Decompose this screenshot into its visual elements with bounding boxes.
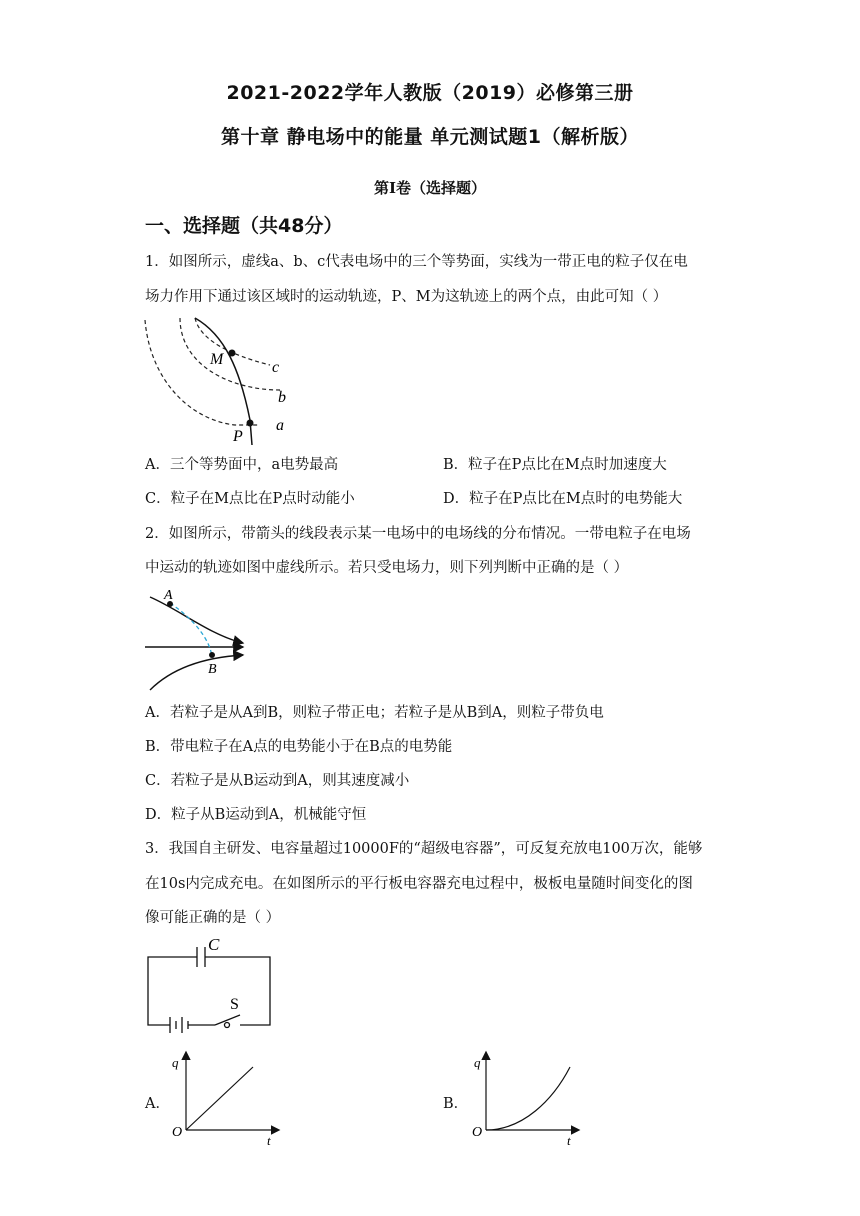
- q1-stem-line2: 场力作用下通过该区域时的运动轨迹，P、M为这轨迹上的两个点，由此可知（ ）: [145, 289, 668, 305]
- q3-option-b-label: B．: [443, 1096, 469, 1112]
- label-c: c: [272, 359, 280, 376]
- switch-contact: [225, 1023, 230, 1028]
- section-heading: 一、选择题（共48分）: [145, 215, 343, 237]
- label-capacitor: C: [208, 935, 220, 954]
- point-p-dot: [247, 420, 254, 427]
- volume-label: 第Ⅰ卷（选择题）: [373, 179, 487, 197]
- q2-stem-line2: 中运动的轨迹如图中虚线所示。若只受电场力，则下列判断中正确的是（ ）: [145, 560, 629, 576]
- field-line-top: [150, 597, 243, 643]
- q2-option-a: A．若粒子是从A到B，则粒子带正电；若粒子是从B到A，则粒子带负电: [145, 705, 604, 721]
- wire-left: [148, 957, 197, 1025]
- label-p: P: [233, 428, 243, 445]
- graph-a-origin: O: [172, 1125, 183, 1140]
- q2-option-c: C．若粒子是从B运动到A，则其速度减小: [145, 773, 410, 789]
- label-b-point: B: [208, 662, 217, 677]
- q2-option-b: B．带电粒子在A点的电势能小于在B点的电势能: [145, 739, 453, 755]
- graph-b-x-label: t: [567, 1133, 571, 1145]
- label-a-point: A: [164, 588, 173, 603]
- q3-stem-line1: 3．我国自主研发、电容量超过10000F的“超级电容器”，可反复充放电100万次，能够: [145, 841, 703, 857]
- q2-stem-line1: 2．如图所示，带箭头的线段表示某一电场中的电场线的分布情况。一带电粒子在电场: [145, 526, 691, 542]
- point-b-dot: [209, 652, 215, 658]
- q1-option-d: D．粒子在P点比在M点时的电势能大: [443, 491, 683, 507]
- q1-stem-line1: 1．如图所示，虚线a、b、c代表电场中的三个等势面，实线为一带正电的粒子仅在电: [145, 254, 688, 270]
- page-title-line2: 第十章 静电场中的能量 单元测试题1（解析版）: [221, 126, 639, 148]
- graph-a-line: [186, 1067, 253, 1130]
- q3-graph-a: [168, 1045, 288, 1145]
- particle-trajectory: [195, 318, 252, 445]
- q3-stem-line2: 在10s内完成充电。在如图所示的平行板电容器充电过程中，极板电量随时间变化的图: [145, 876, 693, 892]
- point-m-dot: [229, 350, 236, 357]
- equipotential-a: [145, 320, 260, 425]
- q1-option-a: A．三个等势面中，a电势最高: [145, 457, 339, 473]
- graph-a-y-label: q: [172, 1055, 179, 1070]
- page-title-line1: 2021-2022学年人教版（2019）必修第三册: [226, 82, 634, 104]
- graph-b-origin: O: [472, 1125, 483, 1140]
- q1-equipotential-figure: [140, 310, 310, 450]
- label-m: M: [210, 351, 224, 368]
- q2-option-d: D．粒子从B运动到A，机械能守恒: [145, 807, 367, 823]
- label-switch: S: [230, 996, 239, 1013]
- graph-b-curve: [486, 1067, 570, 1130]
- q1-option-b: B．粒子在P点比在M点时加速度大: [443, 457, 667, 473]
- graph-b-y-label: q: [474, 1055, 481, 1070]
- q3-stem-line3: 像可能正确的是（ ）: [145, 910, 281, 926]
- q1-option-c: C．粒子在M点比在P点时动能小: [145, 491, 355, 507]
- field-line-bottom: [150, 655, 243, 690]
- q3-graph-b: [468, 1045, 588, 1145]
- label-b: b: [278, 389, 286, 406]
- label-a: a: [276, 417, 284, 434]
- wire-right: [205, 957, 270, 1025]
- q3-circuit-diagram: [140, 935, 280, 1035]
- graph-a-x-label: t: [267, 1133, 271, 1145]
- q3-option-a-label: A．: [145, 1096, 170, 1112]
- q2-field-lines-figure: [140, 585, 260, 695]
